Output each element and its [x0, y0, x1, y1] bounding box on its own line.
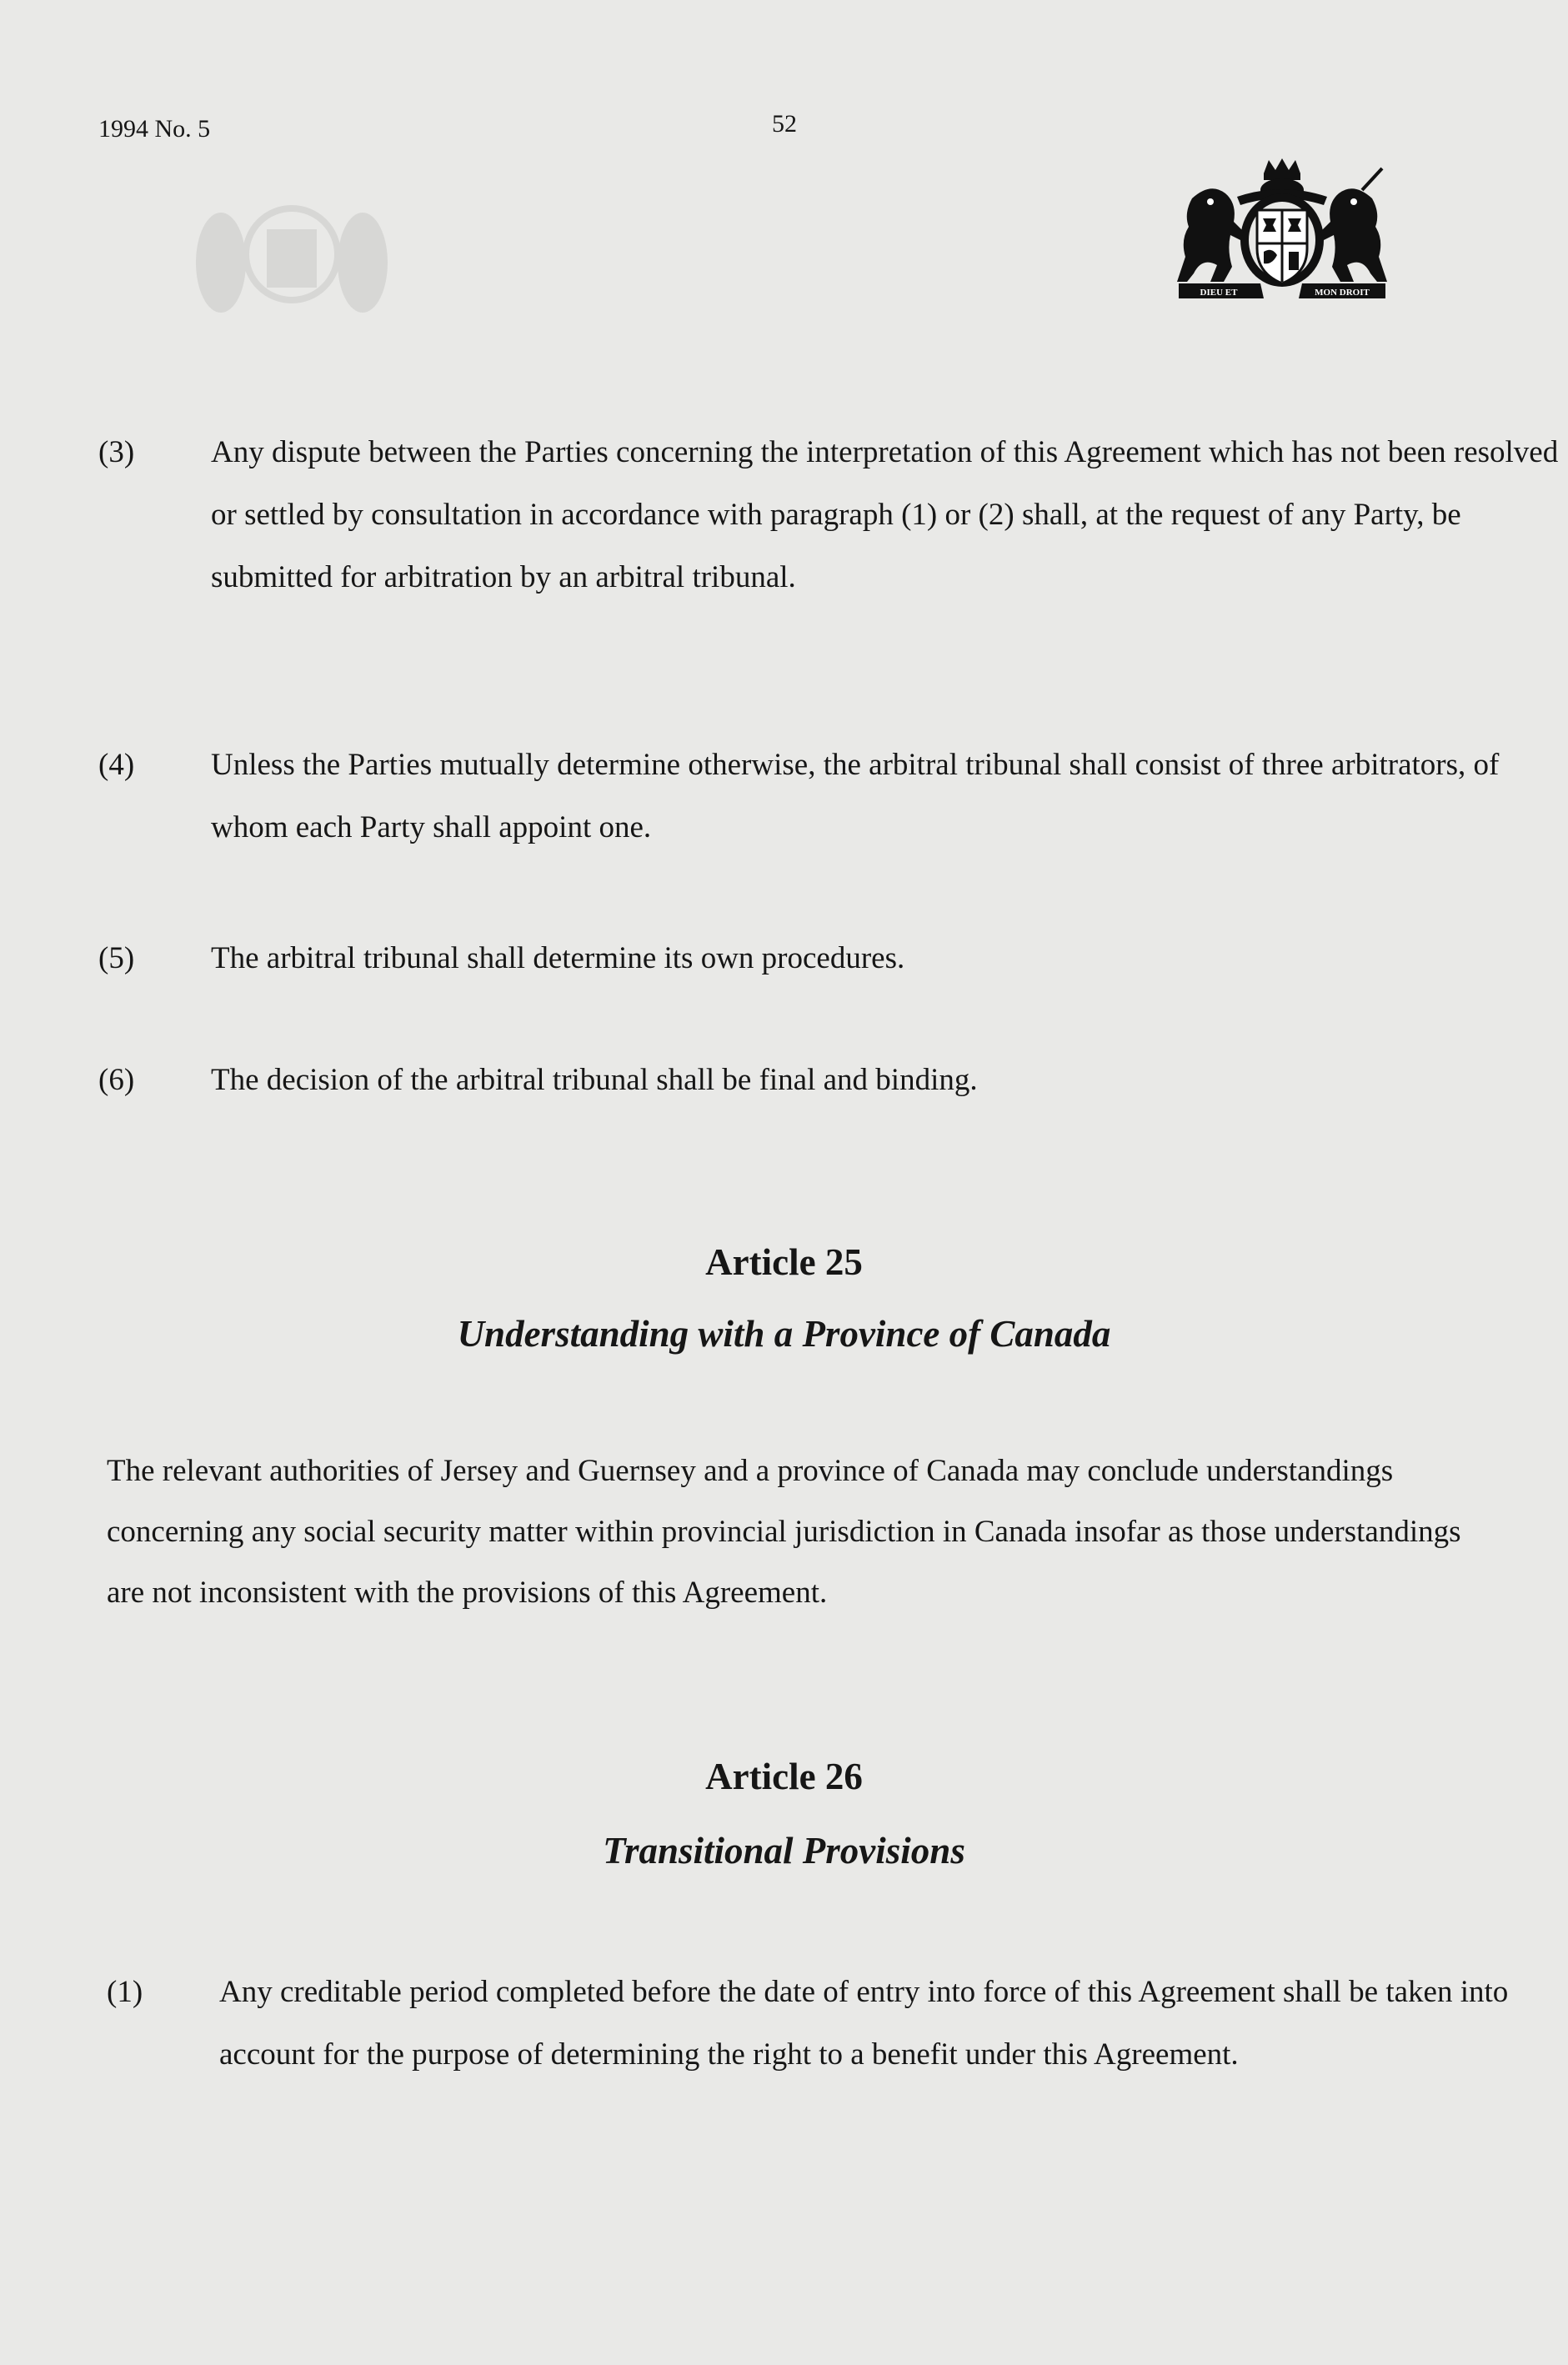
bleed-through-crest — [188, 179, 396, 338]
paragraph-number: (5) — [98, 941, 135, 975]
page-number: 52 — [772, 110, 797, 138]
crest-motto-right: MON DROIT — [1315, 288, 1370, 298]
paragraph-number: (1) — [107, 1975, 143, 2009]
paragraph-number: (3) — [98, 435, 135, 469]
paragraph-text: Any dispute between the Parties concerning the interpretation of this Agreement which has not been resolved or settled by consultation in accordance with paragraph (1) or (2) shall, at the request of any Party, be submitted for arbitration by an arbitral tribunal. — [211, 435, 1559, 594]
crest-motto-left: DIEU ET — [1200, 288, 1238, 298]
paragraph-number: (6) — [98, 1063, 135, 1097]
royal-coat-of-arms-icon — [1177, 157, 1387, 307]
article-25-heading: Article 25 — [705, 1241, 863, 1283]
article-26-subheading: Transitional Provisions — [603, 1830, 965, 1871]
paragraph-5 — [98, 927, 1482, 990]
paragraph-text: The decision of the arbitral tribunal shall be final and binding. — [211, 1063, 978, 1097]
article-25-body: The relevant authorities of Jersey and Guernsey and a province of Canada may conclude understandings concerning any social security matter within provincial jurisdiction in Canada insofar as those understandings are not inconsistent with the provisions of this Agreement. — [107, 1454, 1461, 1610]
paragraph-6 — [98, 1049, 1482, 1111]
paragraph-3 — [98, 421, 1559, 671]
article-26-paragraph-1 — [107, 1961, 1509, 2152]
paragraph-number: (4) — [98, 748, 135, 782]
statute-reference: 1994 No. 5 — [98, 115, 211, 143]
article-26-heading: Article 26 — [705, 1756, 863, 1797]
article-25-subheading: Understanding with a Province of Canada — [457, 1313, 1111, 1355]
paragraph-text: The arbitral tribunal shall determine its own procedures. — [211, 941, 905, 975]
paragraph-text: Any creditable period completed before the date of entry into force of this Agreement shall be taken into account for the purpose of determining the right to a benefit under this Agreement. — [219, 1975, 1509, 2072]
paragraph-text: Unless the Parties mutually determine otherwise, the arbitral tribunal shall consist of three arbitrators, of whom each Party shall appoint one. — [211, 748, 1500, 844]
paragraph-4 — [98, 734, 1500, 859]
